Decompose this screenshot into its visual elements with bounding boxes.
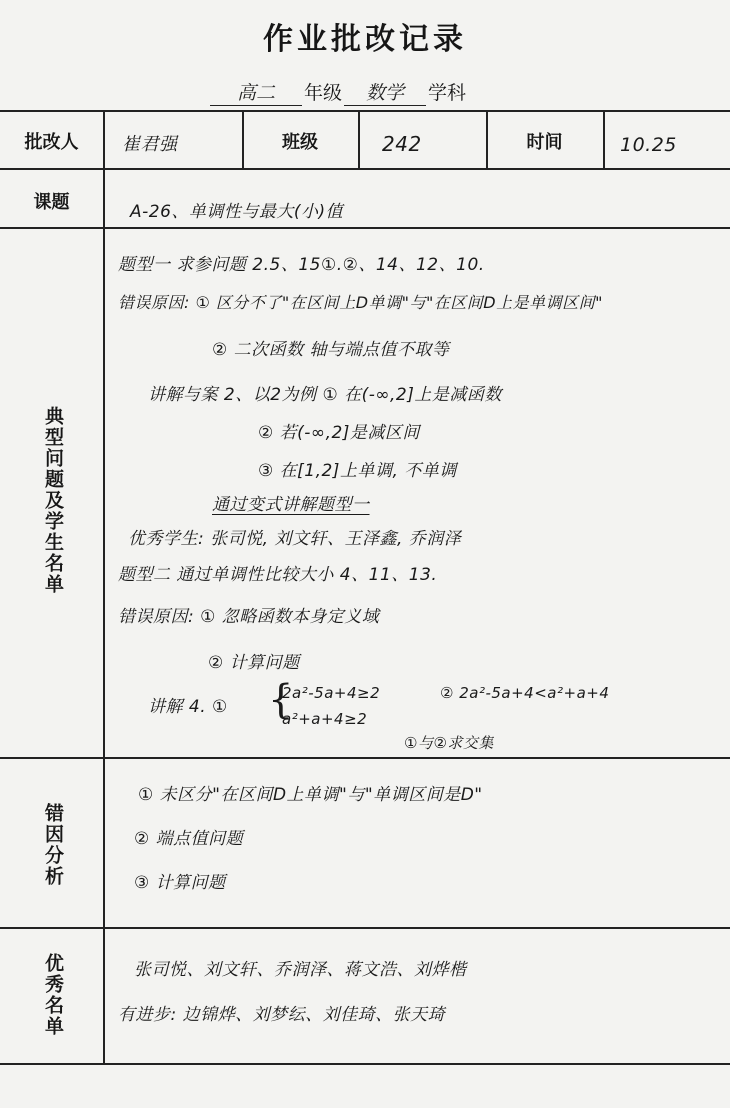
form-top-border [0,110,730,112]
subject-value: 数学 [344,78,426,106]
problem-line: 2a²-5a+4≥2 [282,684,381,702]
brace-icon: { [268,677,294,723]
problem-line: ①与②求交集 [404,734,494,752]
problem-line: ② 二次函数 轴与端点值不取等 [212,340,450,360]
header-divider [358,110,360,168]
row-divider [0,757,730,759]
time-value: 10.25 [620,134,677,156]
form-bottom-border [0,1063,730,1065]
problem-line: 错误原因: ① 区分不了"在区间上D单调"与"在区间D上是单调区间" [118,293,603,312]
topic-label: 课题 [33,192,70,213]
problem-line: ③ 在[1,2]上单调, 不单调 [258,461,457,481]
grade-value: 高二 [210,78,302,106]
row-divider [0,168,730,170]
header-divider [603,110,605,168]
excellent-line: 有进步: 边锦烨、刘梦纭、刘佳琦、张天琦 [118,1005,446,1025]
problem-line: ② 计算问题 [208,653,300,673]
problem-line: 讲解 4. ① [148,697,228,717]
excellent-line: 张司悦、刘文轩、乔润泽、蒋文浩、刘烨楷 [134,960,467,980]
problem-line: 通过变式讲解题型一 [212,495,370,515]
problem-line: 优秀学生: 张司悦, 刘文轩、王泽鑫, 乔润泽 [128,529,462,549]
class-value: 242 [382,132,422,156]
typical-problems-label: 典型问题及学生名单 [42,405,64,595]
problem-line: 讲解与案 2、以2为例 ① 在(-∞,2]上是减函数 [148,385,502,405]
record-form [0,110,730,1065]
grade-subject-line [210,78,468,106]
error-line: ② 端点值问题 [134,829,244,849]
error-line: ① 未区分"在区间D上单调"与"单调区间是D" [138,785,483,805]
problem-line: 题型一 求参问题 2.5、15①.②、14、12、10. [118,255,485,275]
page-title: 作业批改记录 [263,22,467,57]
grade-label: 年级 [304,82,343,104]
grader-label: 批改人 [24,132,79,153]
error-line: ③ 计算问题 [134,873,226,893]
subject-label: 学科 [428,82,467,104]
grader-value: 崔君强 [122,134,178,155]
problem-line: 错误原因: ① 忽略函数本身定义域 [118,607,380,627]
error-analysis-label: 错因分析 [42,803,64,887]
label-column-divider [103,110,105,1065]
row-divider [0,927,730,929]
excellent-label: 优秀名单 [42,953,64,1037]
class-label: 班级 [282,132,318,153]
row-divider [0,227,730,229]
problem-line: 题型二 通过单调性比较大小 4、11、13. [118,565,438,585]
problem-line: ② 若(-∞,2]是减区间 [258,423,420,443]
problem-line: ② 2a²-5a+4<a²+a+4 [440,684,610,702]
problem-line: a²+a+4≥2 [282,710,368,728]
topic-value: A-26、单调性与最大(小)值 [130,202,344,222]
time-label: 时间 [526,132,563,153]
